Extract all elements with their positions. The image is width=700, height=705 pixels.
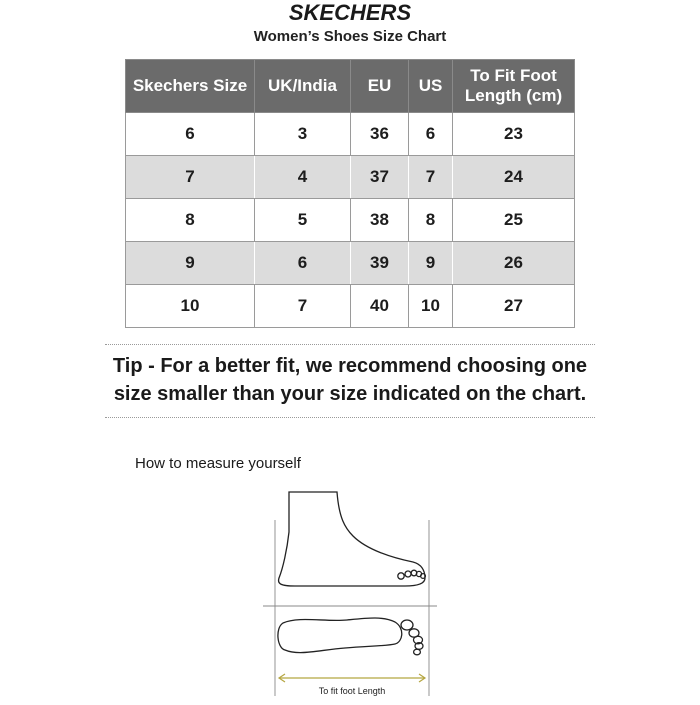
- divider-top: [105, 344, 595, 345]
- header-us: US: [409, 60, 453, 113]
- cell-skechers-size: 10: [126, 285, 255, 328]
- cell-foot-length: 25: [453, 199, 575, 242]
- header-eu: EU: [351, 60, 409, 113]
- cell-foot-length: 26: [453, 242, 575, 285]
- logo-wordmark: SKECHERS: [288, 0, 412, 24]
- foot-sole-icon: [278, 618, 423, 655]
- cell-skechers-size: 9: [126, 242, 255, 285]
- cell-foot-length: 23: [453, 113, 575, 156]
- cell-us: 7: [409, 156, 453, 199]
- length-caption: To fit foot Length: [318, 686, 386, 696]
- cell-uk-india: 6: [255, 242, 351, 285]
- table-row: [126, 156, 575, 199]
- tip-line-2: size smaller than your size indicated on the chart.: [113, 383, 587, 405]
- table-row: [126, 199, 575, 242]
- cell-foot-length: 24: [453, 156, 575, 199]
- table-row: [126, 113, 575, 156]
- cell-skechers-size: 7: [126, 156, 255, 199]
- divider-bottom: [105, 417, 595, 418]
- cell-uk-india: 4: [255, 156, 351, 199]
- skechers-logo: [0, 0, 700, 24]
- cell-skechers-size: 6: [126, 113, 255, 156]
- cell-us: 8: [409, 199, 453, 242]
- size-chart-table: [125, 59, 575, 328]
- foot-measure-diagram: [255, 478, 445, 705]
- tip-line-1: Tip - For a better fit, we recommend choosing one: [112, 355, 588, 377]
- header-foot-length: To Fit Foot Length (cm): [453, 60, 575, 113]
- cell-eu: 37: [351, 156, 409, 199]
- length-arrow-icon: [279, 674, 425, 682]
- cell-eu: 36: [351, 113, 409, 156]
- table-header-row: [126, 60, 575, 113]
- header-skechers-size: Skechers Size: [126, 60, 255, 113]
- cell-eu: 39: [351, 242, 409, 285]
- cell-eu: 38: [351, 199, 409, 242]
- cell-uk-india: 7: [255, 285, 351, 328]
- table-row: [126, 242, 575, 285]
- header-uk-india: UK/India: [255, 60, 351, 113]
- cell-foot-length: 27: [453, 285, 575, 328]
- cell-us: 10: [409, 285, 453, 328]
- fit-tip: [0, 352, 700, 408]
- cell-uk-india: 3: [255, 113, 351, 156]
- measure-heading: How to measure yourself: [135, 455, 301, 472]
- foot-side-icon: [279, 492, 426, 586]
- chart-title: Women’s Shoes Size Chart: [253, 28, 447, 45]
- cell-us: 6: [409, 113, 453, 156]
- cell-skechers-size: 8: [126, 199, 255, 242]
- cell-us: 9: [409, 242, 453, 285]
- table-row: [126, 285, 575, 328]
- cell-eu: 40: [351, 285, 409, 328]
- cell-uk-india: 5: [255, 199, 351, 242]
